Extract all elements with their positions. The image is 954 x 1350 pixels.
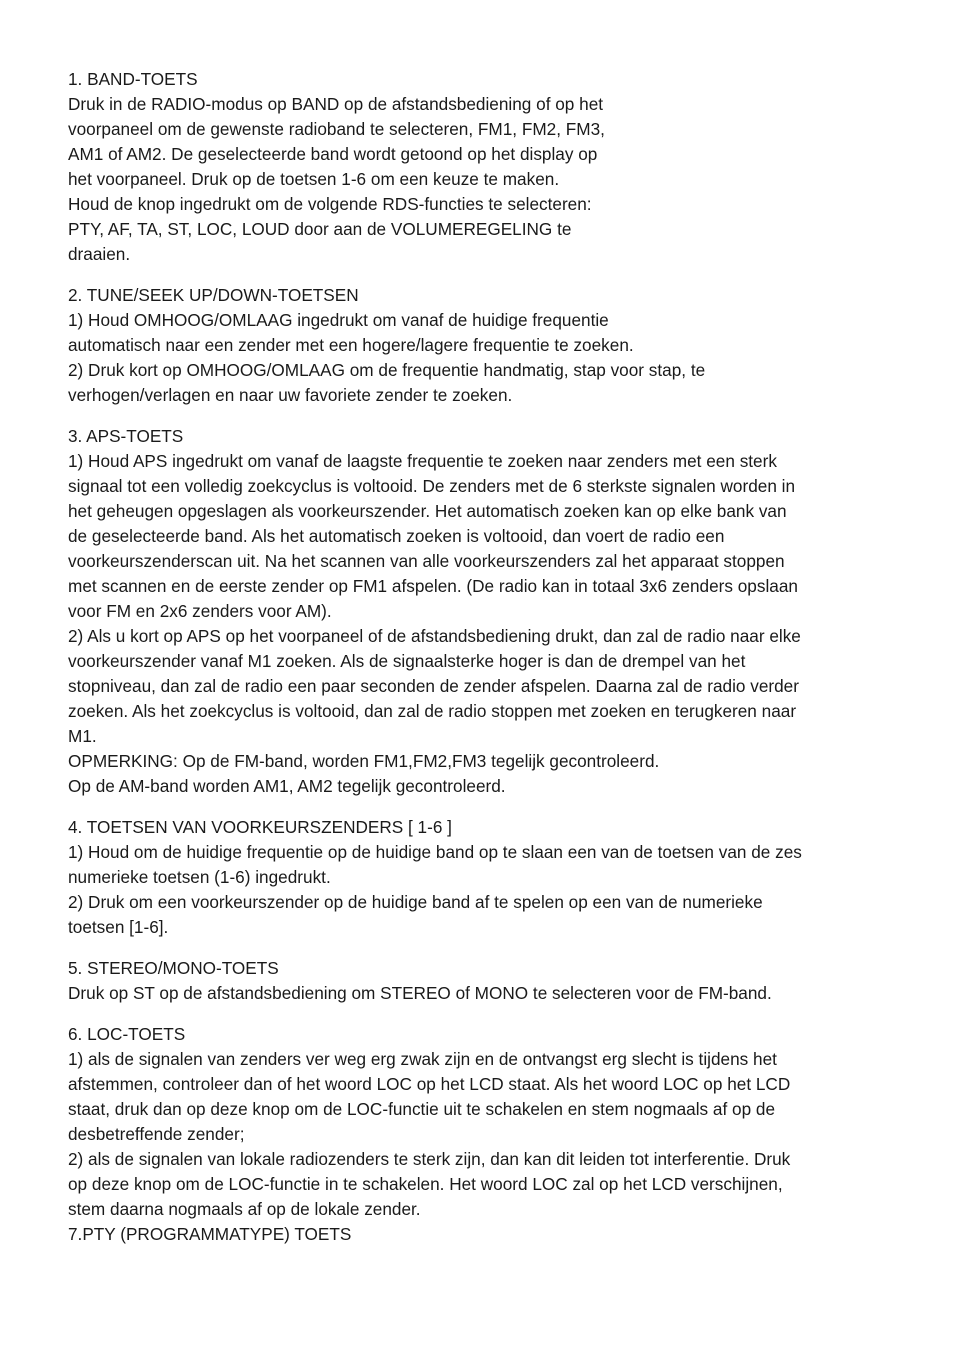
body-line: voor FM en 2x6 zenders voor AM). — [68, 601, 332, 621]
body-line: Druk op ST op de afstandsbediening om STEREO of MONO te selecteren voor de FM-band. — [68, 983, 772, 1003]
section-heading: 7.PTY (PROGRAMMATYPE) TOETS — [68, 1224, 352, 1244]
body-line: 2) als de signalen van lokale radiozenders te sterk zijn, dan kan dit leiden tot interferentie. Druk — [68, 1149, 791, 1169]
section-band-toets — [68, 67, 898, 267]
body-line: 2) Druk om een voorkeurszender op de huidige band af te spelen op een van de numerieke — [68, 892, 763, 912]
section-loc-toets — [68, 1022, 898, 1222]
body-line: verhogen/verlagen en naar uw favoriete zender te zoeken. — [68, 385, 513, 405]
section-body — [68, 308, 898, 408]
section-heading: 3. APS-TOETS — [68, 426, 184, 446]
section-body — [68, 449, 898, 799]
note-line: OPMERKING: Op de FM-band, worden FM1,FM2,FM3 tegelijk gecontroleerd. — [68, 751, 660, 771]
body-line: numerieke toetsen (1-6) ingedrukt. — [68, 867, 331, 887]
body-line: signaal tot een volledig zoekcyclus is voltooid. De zenders met de 6 sterkste signalen worden in — [68, 476, 796, 496]
body-line: staat, druk dan op deze knop om de LOC-functie uit te schakelen en stem nogmaals af op de — [68, 1099, 776, 1119]
body-line: zoeken. Als het zoekcyclus is voltooid, dan zal de radio stoppen met zoeken en terugkeren naar — [68, 701, 797, 721]
section-aps-toets — [68, 424, 898, 799]
section-body — [68, 840, 898, 940]
body-line: PTY, AF, TA, ST, LOC, LOUD door aan de VOLUMEREGELING te — [68, 219, 572, 239]
body-line: AM1 of AM2. De geselecteerde band wordt getoond op het display op — [68, 144, 598, 164]
section-stereo-mono — [68, 956, 898, 1006]
body-line: M1. — [68, 726, 97, 746]
body-line: desbetreffende zender; — [68, 1124, 245, 1144]
body-line: voorpaneel om de gewenste radioband te selecteren, FM1, FM2, FM3, — [68, 119, 605, 139]
section-heading: 1. BAND-TOETS — [68, 69, 198, 89]
body-line: 1) Houd APS ingedrukt om vanaf de laagste frequentie te zoeken naar zenders met een sterk — [68, 451, 777, 471]
section-body — [68, 1047, 898, 1222]
note-line: Op de AM-band worden AM1, AM2 tegelijk gecontroleerd. — [68, 776, 506, 796]
body-line: stopniveau, dan zal de radio een paar seconden de zender afspelen. Daarna zal de radio verder — [68, 676, 799, 696]
section-heading: 5. STEREO/MONO-TOETS — [68, 958, 279, 978]
section-body — [68, 981, 898, 1006]
body-line: 1) als de signalen van zenders ver weg erg zwak zijn en de ontvangst erg slecht is tijdens het — [68, 1049, 777, 1069]
body-line: met scannen en de eerste zender op FM1 afspelen. (De radio kan in totaal 3x6 zenders opslaan — [68, 576, 798, 596]
section-pty-toets — [68, 1222, 898, 1247]
body-line: voorkeurszenderscan uit. Na het scannen van alle voorkeurszenders zal het apparaat stoppen — [68, 551, 785, 571]
body-line: 1) Houd OMHOOG/OMLAAG ingedrukt om vanaf de huidige frequentie — [68, 310, 609, 330]
body-line: de geselecteerde band. Als het automatisch zoeken is voltooid, dan voert de radio een — [68, 526, 725, 546]
body-line: 2) Als u kort op APS op het voorpaneel of de afstandsbediening drukt, dan zal de radio naar elke — [68, 626, 801, 646]
section-heading: 2. TUNE/SEEK UP/DOWN-TOETSEN — [68, 285, 359, 305]
body-line: afstemmen, controleer dan of het woord LOC op het LCD staat. Als het woord LOC op het LCD — [68, 1074, 791, 1094]
section-body — [68, 92, 898, 267]
body-line: op deze knop om de LOC-functie in te schakelen. Het woord LOC zal op het LCD verschijnen, — [68, 1174, 783, 1194]
body-line: automatisch naar een zender met een hogere/lagere frequentie te zoeken. — [68, 335, 634, 355]
body-line: het voorpaneel. Druk op de toetsen 1-6 om een keuze te maken. — [68, 169, 560, 189]
body-line: het geheugen opgeslagen als voorkeurszender. Het automatisch zoeken kan op elke bank van — [68, 501, 787, 521]
section-heading: 4. TOETSEN VAN VOORKEURSZENDERS [ 1-6 ] — [68, 817, 452, 837]
body-line: 1) Houd om de huidige frequentie op de huidige band op te slaan een van de toetsen van de zes — [68, 842, 802, 862]
body-line: voorkeurszender vanaf M1 zoeken. Als de signaalsterke hoger is dan de drempel van het — [68, 651, 746, 671]
body-line: toetsen [1-6]. — [68, 917, 169, 937]
section-tune-seek — [68, 283, 898, 408]
body-line: 2) Druk kort op OMHOOG/OMLAAG om de frequentie handmatig, stap voor stap, te — [68, 360, 706, 380]
body-line: draaien. — [68, 244, 131, 264]
document-page — [68, 67, 898, 1247]
section-heading: 6. LOC-TOETS — [68, 1024, 186, 1044]
body-line: Houd de knop ingedrukt om de volgende RDS-functies te selecteren: — [68, 194, 592, 214]
body-line: Druk in de RADIO-modus op BAND op de afstandsbediening of op het — [68, 94, 604, 114]
section-voorkeurszenders — [68, 815, 898, 940]
body-line: stem daarna nogmaals af op de lokale zender. — [68, 1199, 421, 1219]
